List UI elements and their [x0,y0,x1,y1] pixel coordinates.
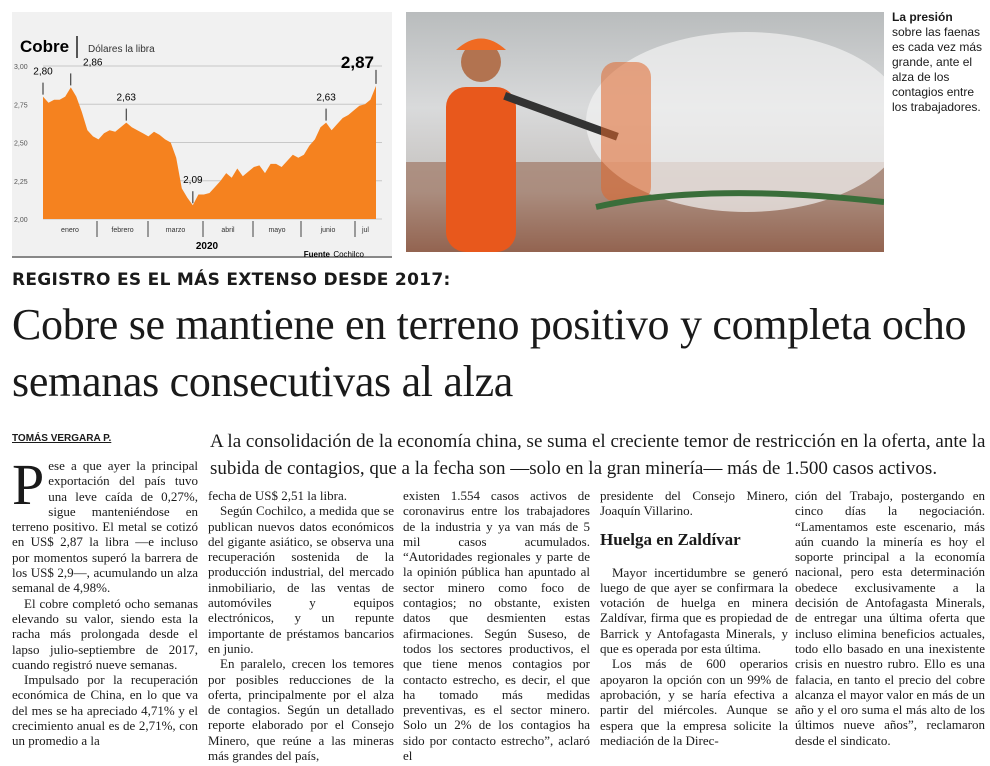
column-3 [403,488,590,763]
month-label: mayo [268,227,286,234]
chart-title: Cobre [20,37,70,56]
annotation-label: 2,63 [116,92,136,104]
photo-caption [892,10,988,115]
y-tick-label: 2,50 [14,140,28,148]
paragraph: El cobre completó ocho semanas elevando su valor, siendo esta la racha más prolongada desde el lapso julio-septiembre de 2017, cuando registró nueve semanas. [12,595,198,672]
chart-svg [12,12,392,258]
x-axis-label: 2020 [195,241,219,252]
month-label: jul [361,227,370,234]
annotation-label: 2,86 [83,57,103,69]
subheading: Huelga en Zaldívar [600,529,741,549]
y-tick-label: 2,75 [14,102,28,110]
paragraph: Impulsado por la recuperación económica de China, en lo que va del mes se ha apreciado 4,71% y el crecimiento anual es de 2,71%, con un promedio a la [12,672,198,749]
chart-subtitle: Dólares la libra [88,44,155,55]
month-label: abril [221,227,235,234]
paragraph: presidente del Consejo Minero, Joaquín Villarino. [600,488,788,519]
annotation-label: 2,09 [183,175,203,187]
annotation-label: 2,87 [340,52,374,72]
annotation-label: 2,80 [33,66,53,78]
y-tick-label: 2,25 [14,178,28,186]
photo-illustration [406,12,884,252]
paragraph: Los más de 600 operarios apoyaron la opción con un 99% de aprobación, y se haría efectiva a partir del miércoles. Aunque se espera que la empresa solicite la mediación de la Direc- [600,656,788,748]
month-label: enero [61,227,79,234]
column-1 [12,452,198,749]
annotation-label: 2,63 [316,92,336,104]
column-2 [208,488,394,763]
paragraph: Según Cochilco, a medida que se publican nuevos datos económicos del gigante asiático, se observa una recuperación sostenida de la producción industrial, del mercado inmobiliario, de las ventas de automóviles y equipos electrónicos, y un repunte importante de préstamos bancarios en junio. [208,503,394,656]
month-label: junio [320,227,336,234]
y-tick-label: 3,00 [14,64,28,71]
source-name: Cochilco [333,250,364,258]
paragraph: ese a que ayer la principal exportación del país tuvo una leve caída de 0,27%, sigue manteniéndose en terreno positivo. El metal se cotizó en US$ 2,87 la libra —e incluso por momentos superó la barrera de los US$ 2,9—, acumulando un alza semanal de 4,98%. [12,458,198,596]
y-tick-label: 2,00 [14,217,28,224]
headline: Cobre se mantiene en terreno positivo y completa ocho semanas consecutivas al alza [12,300,967,406]
caption-title: La presión [892,10,953,24]
paragraph: En paralelo, crecen los temores por posibles reducciones de la oferta, principalmente por el alza de contagios. Según un detallado reporte elaborado por el Consejo Minero, que reúne a las mineras más grandes del país, [208,656,394,764]
deck: A la consolidación de la economía china, se suma el creciente temor de restricción en la oferta, ante la subida de contagios, que a la fecha son —solo en la gran minería— más de 1.500 casos activos. [210,431,986,479]
miners-photo [406,12,884,252]
column-5 [795,488,985,748]
column-4 [600,488,788,748]
caption-text: sobre las faenas es cada vez más grande, ante el alza de los contagios entre los trabajadores. [892,25,983,114]
drop-cap: P [12,452,45,517]
byline: TOMÁS VERGARA P. [12,433,112,444]
paragraph: existen 1.554 casos activos de coronavirus entre los trabajadores de la industria y ya van más de 5 mil casos acumulados. “Autoridades regionales y parte de la opinión pública han apuntado al sector minero como foco de contagios; no obstante, existen datos que desmienten estas afirmaciones. Según Suseso, de todos los sectores productivos, el que tiene menos contagios por contacto estrecho, es decir, el que ha tomado más medidas preventivas, es el sector minero. Solo un 2% de los contagios ha sido por contacto estrecho”, aclaró el [403,488,590,764]
paragraph: fecha de US$ 2,51 la libra. [208,488,347,503]
month-label: marzo [165,227,186,234]
source-label: Fuente [303,250,330,258]
kicker: REGISTRO ES EL MÁS EXTENSO DESDE 2017: [12,270,451,290]
paragraph: Mayor incertidumbre se generó luego de que ayer se confirmara la votación de huelga en minera Zaldívar, firma que es propiedad de Barrick y Antofagasta Minerals, y que es operada por esta última. [600,564,788,657]
copper-price-chart [12,12,392,258]
paragraph: ción del Trabajo, postergando en cinco días la negociación. “Lamentamos este escenario, más aún cuando la minería es hoy el soporte principal a la economía nacional, pero esta determinación obedece exclusivamente a la decisión de Antofagasta Minerals, de entregar una última oferta que incluso elimina beneficios actuales, todo ello basado en una inexistente crisis en nuestro rubro. Ello es una falacia, en tanto el precio del cobre alcanza el mayor valor en más de un año y el oro suma el más alto de los últimos nueve años”, reclamaron desde el sindicato. [795,488,985,748]
month-label: febrero [111,227,134,234]
price-area [43,86,376,219]
